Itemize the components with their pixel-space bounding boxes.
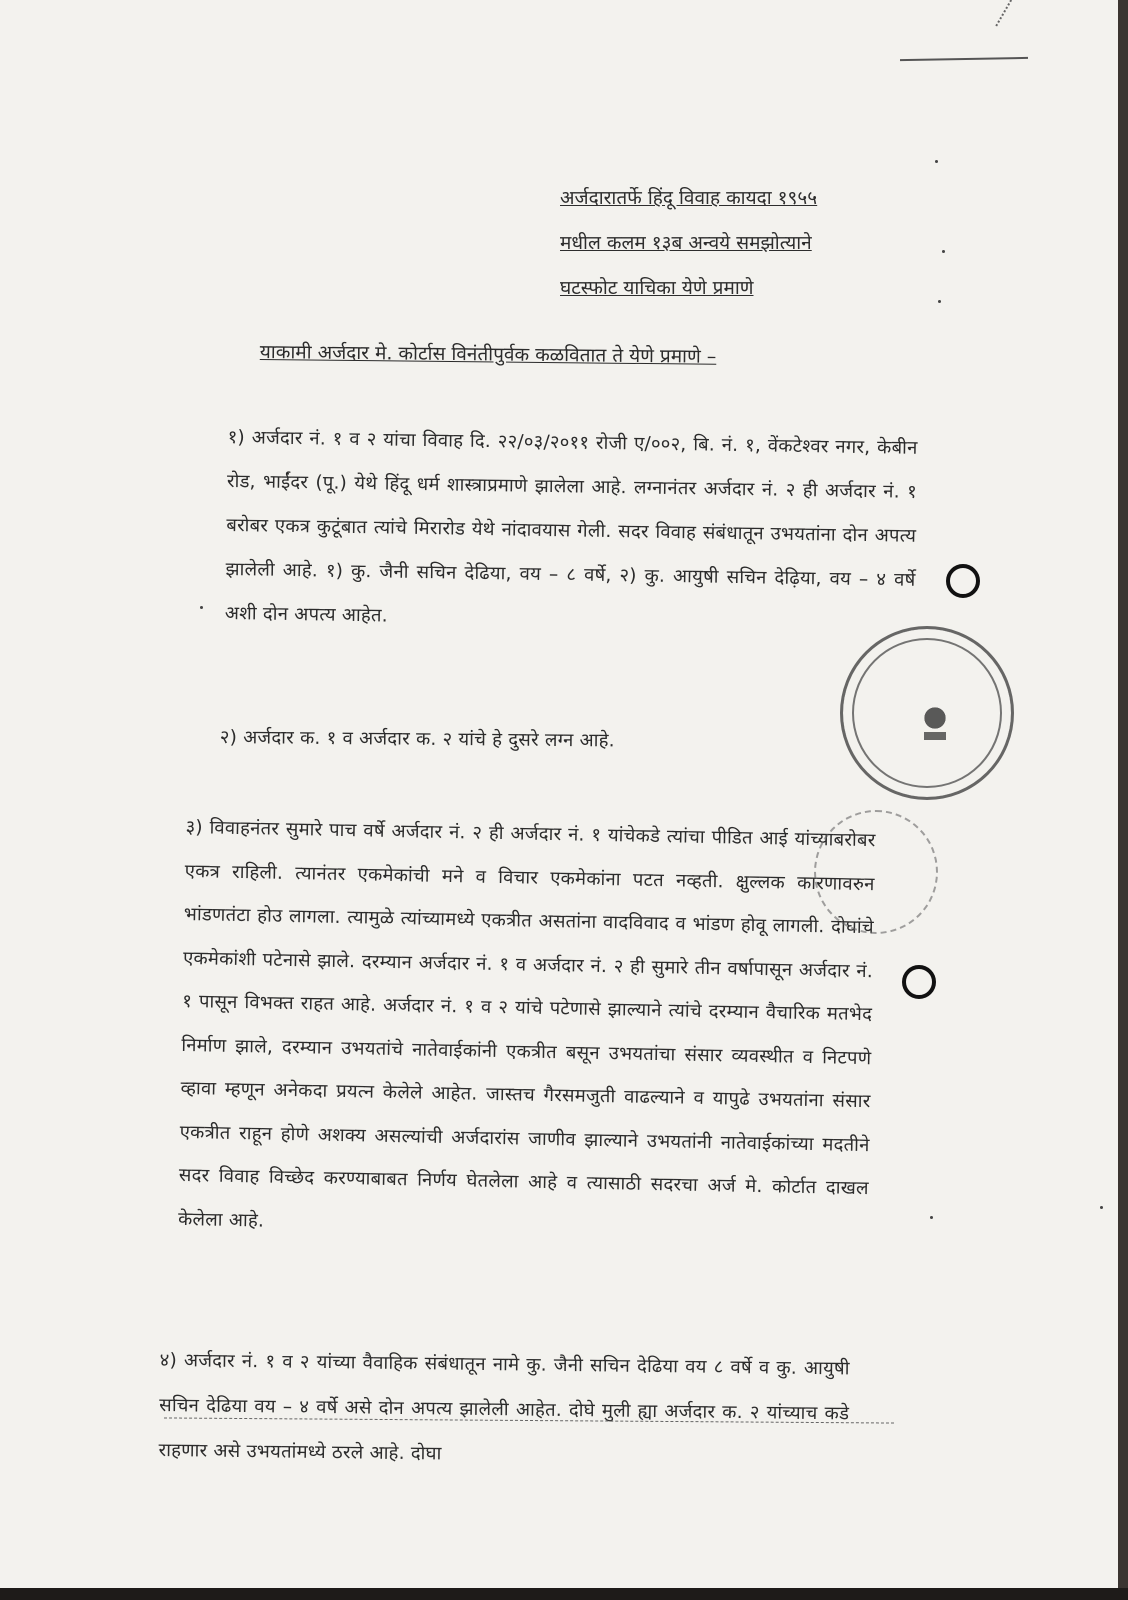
heading-line-3: घटस्फोट याचिका येणे प्रमाणे [560, 277, 754, 299]
heading-line-2: मधील कलम १३ब अन्वये समझोत्याने [560, 232, 812, 254]
scan-edge-bottom [0, 1588, 1128, 1600]
paragraph-4: ४) अर्जदार नं. १ व २ यांच्या वैवाहिक संबंधातून नामे कु. जैनी सचिन देढिया वय ८ वर्षे व कु. आयुषी सचिन देढिया वय – ४ वर्षे असे दोन अपत्य झालेली आहेत. दोघे मुली ह्या अर्जदार क. २ यांच्याच कडे राहणार असे उभयतांमध्ये ठरले आहे. दोघा [158, 1349, 850, 1465]
paragraph-3: ३) विवाहनंतर सुमारे पाच वर्षे अर्जदार नं. २ ही अर्जदार नं. १ यांचेकडे त्यांचा पीडित आई यांच्याबरोबर एकत्र राहिली. त्यानंतर एकमेकांची मने व विचार एकमेकांना पटत नव्हती. क्षुल्लक कारणावरुन भांडणतंटा होउ लागला. त्यामुळे त्यांच्यामध्ये एकत्रीत असतांना वादविवाद व भांडण होवू लागली. दोघांचे एकमेकांशी पटेनासे झाले. दरम्यान अर्जदार नं. १ व अर्जदार नं. २ ही सुमारे तीन वर्षापासून अर्जदार नं. १ पासून विभक्त राहत आहे. अर्जदार नं. १ व २ यांचे पटेणासे झाल्याने त्यांचे दरम्यान वैचारिक मतभेद निर्माण झाले, दरम्यान उभयतांचे नातेवाईकांनी एकत्रीत बसून उभयतांचा संसार व्यवस्थीत व निटपणे व्हावा म्हणून अनेकदा प्रयत्न केलेले आहेत. जास्तच गैरसमजुती वाढल्याने व यापुढे उभयतांना संसार एकत्रीत राहून होणे अशक्य असल्यांची अर्जदारांस जाणीव झाल्याने उभयतांनी नातेवाईकांच्या मदतीने सदर विवाह विच्छेद करण्याबाबत निर्णय घेतलेला आहे व त्यासाठी सदरचा अर्ज मे. कोर्टात दाखल केलेला आहे. [177, 816, 876, 1232]
punch-hole-bottom [902, 965, 936, 999]
paragraph-1: १) अर्जदार नं. १ व २ यांचा विवाह दि. २२/०३/२०११ रोजी ए/००२, बि. नं. १, वेंकटेश्वर नगर, केबीन रोड, भाईंदर (पू.) येथे हिंदू धर्म शास्त्राप्रमाणे झालेला आहे. लग्नानंतर अर्जदार नं. २ ही अर्जदार नं. १ बरोबर एकत्र कुटूंबात त्यांचे मिरारोड येथे नांदावयास गेली. सदर विवाह संबंधातून उभयतांना दोन अपत्य झालेली आहे. १) कु. जैनी सचिन देढिया, वय – ८ वर्षे, २) कु. आयुषी सचिन देढ़िया, वय – ४ वर्षे अशी दोन अपत्य आहेत. [224, 426, 918, 627]
pen-scribble [995, 0, 1046, 46]
paragraph-2: २) अर्जदार क. १ व अर्जदार क. २ यांचे हे दुसरे लग्न आहे. [219, 726, 615, 752]
ink-speck [935, 160, 938, 163]
ink-speck [200, 606, 203, 609]
secondary-stamp [814, 810, 938, 934]
heading-line-1: अर्जदारातर्फे हिंदू विवाह कायदा १९५५ [560, 187, 818, 209]
ink-speck [942, 250, 945, 253]
scan-edge-right [1118, 0, 1128, 1600]
punch-hole-top [946, 564, 980, 598]
ink-speck [1100, 1206, 1103, 1209]
petition-heading [560, 176, 940, 311]
petition-subheading: याकामी अर्जदार मे. कोर्टास विनंतीपुर्वक कळवितात ते येणे प्रमाणे – [259, 340, 717, 368]
emblem-icon [920, 704, 950, 744]
ink-speck [930, 1216, 933, 1219]
margin-line [900, 57, 1028, 61]
ink-speck [938, 300, 941, 303]
